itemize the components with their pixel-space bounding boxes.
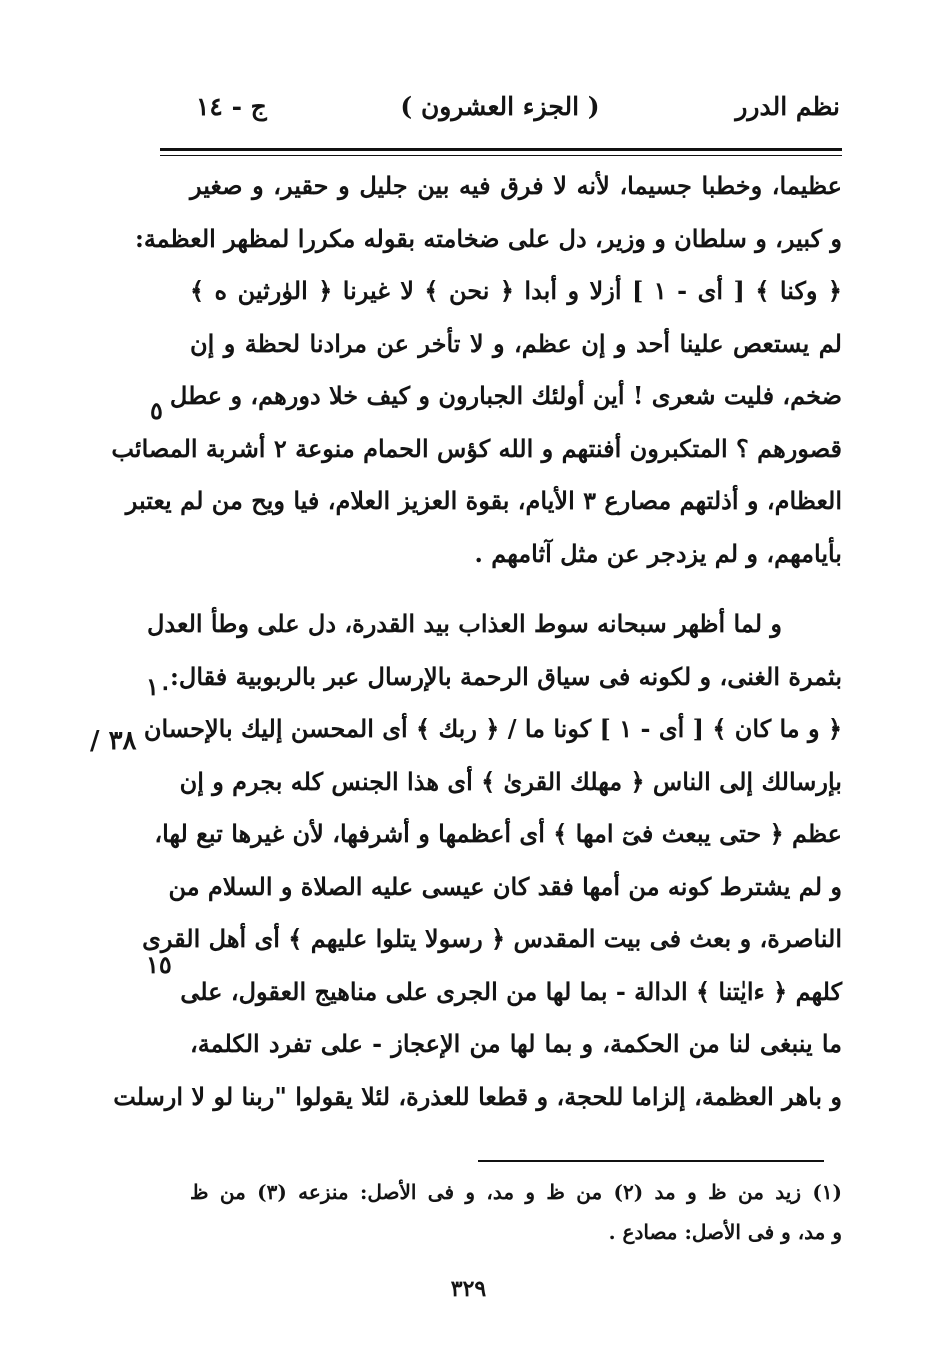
text-line: الناصرة، و بعث فى بيت المقدس ﴿ رسولا يتلوا عليهم ﴾ أى أهل القرى: [142, 924, 842, 953]
text-line: و لم يشترط كونه من أمها فقد كان عيسى عليه الصلاة و السلام من: [168, 871, 842, 901]
text-line: بثمرة الغنى، و لكونه فى سياق الرحمة بالإرسال عبر بالربوبية فقال:: [170, 661, 842, 691]
text-line: و كبير، و سلطان و وزير، دل على ضخامته بقوله مكررا لمظهر العظمة:: [134, 223, 842, 253]
text-line: ﴿ وكنا ﴾ [ أى - ١ ] أزلا و أبدا ﴿ نحن ﴾ لا غيرنا ﴿ الوٰرثين ه ﴾: [190, 276, 842, 305]
text-line: بأيامهم، و لم يزدجر عن مثل آثامهم .: [474, 538, 842, 568]
text-line: العظام، و أذلتهم مصارع ٣ الأيام، بقوة العزيز العلام، فيا ويح من لم يعتبر: [125, 486, 842, 515]
footnote-rule: [478, 1160, 824, 1162]
running-header: [160, 92, 840, 140]
page-number: ٣٢٩: [450, 1276, 487, 1302]
part-title: ( الجزء العشرون ): [400, 92, 600, 121]
text-line: و باهر العظمة، إلزاما للحجة، و قطعا للعذرة، لئلا يقولوا "ربنا لو لا ارسلت: [113, 1081, 842, 1111]
footnotes: [190, 1172, 842, 1252]
text-line: لم يستعص علينا أحد و إن عظم، و لا تأخر عن مرادنا لحظة و إن: [190, 328, 842, 358]
text-line: بإرسالك إلى الناس ﴿ مهلك القرىٰ ﴾ أى هذا الجنس كله بجرم و إن: [179, 766, 842, 796]
text-line: ما ينبغى لنا من الحكمة، و بما لها من الإعجاز - على تفرد الكلمة،: [190, 1029, 842, 1058]
footnote-line: (١) زيد من ظ و مد (٢) من ظ و مد، و فى الأصل: منزعه (٣) من ظ: [190, 1180, 843, 1204]
volume-number: ج - ١٤: [196, 92, 267, 121]
text-line: كلهم ﴿ ءايٰتنا ﴾ الدالة - بما لها من الجرى على مناهيج العقول، على: [180, 976, 842, 1006]
header-rule-thick: [160, 148, 842, 151]
text-line: قصورهم ؟ المتكبرون أفنتهم و الله كؤس الحمام منوعة ٢ أشربة المصائب: [111, 433, 842, 463]
footnote-line: و مد، و فى الأصل: مصادع .: [608, 1220, 842, 1244]
text-line: ﴿ و ما كان ﴾ [ أى - ١ ] كونا ما / ﴿ ربك ﴾ أى المحسن إليك بالإحسان: [143, 714, 842, 743]
line-number-15: ١٥: [146, 950, 172, 979]
book-title: نظم الدرر: [735, 92, 840, 121]
header-rule-thin: [160, 155, 842, 156]
text-line: و لما أظهر سبحانه سوط العذاب بيد القدرة، دل على وطأ العدل: [146, 609, 782, 638]
text-line: عظيما، وخطبا جسيما، لأنه لا فرق فيه بين جليل و حقير، و صغير: [190, 171, 842, 200]
line-number-10: ١٠: [146, 672, 172, 701]
text-line: ضخم، فليت شعرى ! أين أولئك الجبارون و كيف خلا دورهم، و عطل: [169, 381, 842, 410]
line-number-5: ٥: [150, 396, 163, 425]
manuscript-folio-ref: ٣٨ /: [90, 726, 137, 756]
text-line: عظم ﴿ حتى يبعث فىٓ امها ﴾ أى أعظمها و أشرفها، لأن غيرها تبع لها،: [154, 819, 842, 848]
